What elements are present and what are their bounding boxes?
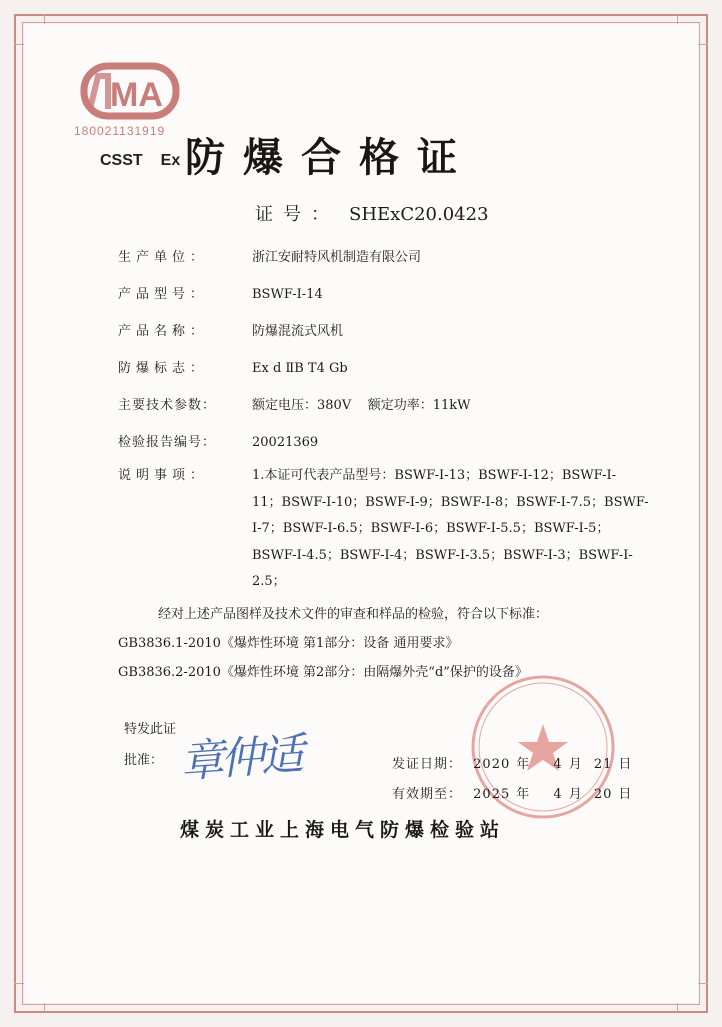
- year-char: 年: [516, 757, 531, 772]
- approver-label: 批准：: [124, 753, 164, 768]
- special-issue-text: 特发此证: [124, 722, 177, 737]
- day-char: 日: [618, 757, 633, 772]
- valid-date-label: 有效期至：: [392, 787, 463, 802]
- issue-date-label: 发证日期：: [392, 757, 463, 772]
- ex-label: Ex: [160, 152, 181, 169]
- field-label: 检验报告编号：: [118, 435, 217, 450]
- field-label: 主要技术参数：: [118, 398, 217, 413]
- field-value: BSWF-I-14: [252, 287, 323, 302]
- certificate-number: [255, 200, 489, 226]
- field-row: [118, 392, 678, 429]
- field-value: 额定电压：380V 额定功率：11kW: [252, 398, 471, 413]
- valid-day: 20: [593, 787, 613, 802]
- field-value: 浙江安耐特风机制造有限公司: [252, 250, 422, 265]
- cma-stamp-text: MA: [110, 76, 163, 114]
- issue-date: [392, 750, 632, 780]
- cma-number: 180021131919: [74, 124, 166, 138]
- field-row: [118, 244, 678, 281]
- field-label: 产品名称：: [118, 324, 209, 339]
- notes-line: I-7；BSWF-I-6.5；BSWF-I-6；BSWF-I-5.5；BSWF-I-5；: [252, 521, 610, 536]
- field-row: [118, 281, 678, 318]
- dates-section: [392, 750, 632, 810]
- csst-ex-mark: [100, 152, 180, 170]
- field-value: 20021369: [252, 435, 319, 450]
- signature: 章仲适: [178, 728, 302, 789]
- field-value: 防爆混流式风机: [252, 324, 344, 339]
- issue-month: 4: [553, 757, 563, 772]
- notes-line: 11；BSWF-I-10；BSWF-I-9；BSWF-I-8；BSWF-I-7.5；BSWF-: [252, 494, 649, 510]
- notes-line: 1.本证可代表产品型号：BSWF-I-13；BSWF-I-12；BSWF-I-: [252, 468, 617, 483]
- valid-year: 2025: [473, 787, 511, 802]
- page-title: 防爆合格证: [185, 135, 475, 181]
- cert-no-label: 证号：: [255, 204, 339, 225]
- issuer-name: 煤炭工业上海电气防爆检验站: [180, 819, 506, 841]
- valid-date: [392, 780, 632, 810]
- field-label: 生产单位：: [118, 250, 209, 265]
- month-char: 月: [568, 787, 583, 802]
- notes-value: [252, 463, 662, 596]
- field-value: Ex d ⅡB T4 Gb: [252, 361, 348, 376]
- issue-day: 21: [593, 757, 613, 772]
- notes-line: 2.5；: [252, 574, 286, 589]
- standard-item: GB3836.1-2010《爆炸性环境 第1部分：设备 通用要求》: [118, 636, 459, 651]
- field-row: [118, 355, 678, 392]
- standard-item: GB3836.2-2010《爆炸性环境 第2部分：由隔爆外壳“d”保护的设备》: [118, 665, 528, 680]
- valid-month: 4: [553, 787, 563, 802]
- notes-row: [118, 463, 678, 596]
- cert-no-value: SHExC20.0423: [349, 204, 489, 225]
- field-label: 防爆标志：: [118, 361, 209, 376]
- field-row: [118, 318, 678, 355]
- csst-label: CSST: [100, 152, 143, 169]
- standards-intro: 经对上述产品图样及技术文件的审查和样品的检验，符合以下标准：: [158, 607, 549, 622]
- certificate-fields: [118, 244, 678, 596]
- issue-year: 2020: [473, 757, 511, 772]
- day-char: 日: [618, 787, 633, 802]
- year-char: 年: [516, 787, 531, 802]
- notes-label: 说明事项：: [118, 468, 209, 483]
- field-label: 产品型号：: [118, 287, 209, 302]
- month-char: 月: [568, 757, 583, 772]
- field-row: [118, 429, 678, 463]
- notes-line: BSWF-I-4.5；BSWF-I-4；BSWF-I-3.5；BSWF-I-3；BSWF-I-: [252, 547, 633, 563]
